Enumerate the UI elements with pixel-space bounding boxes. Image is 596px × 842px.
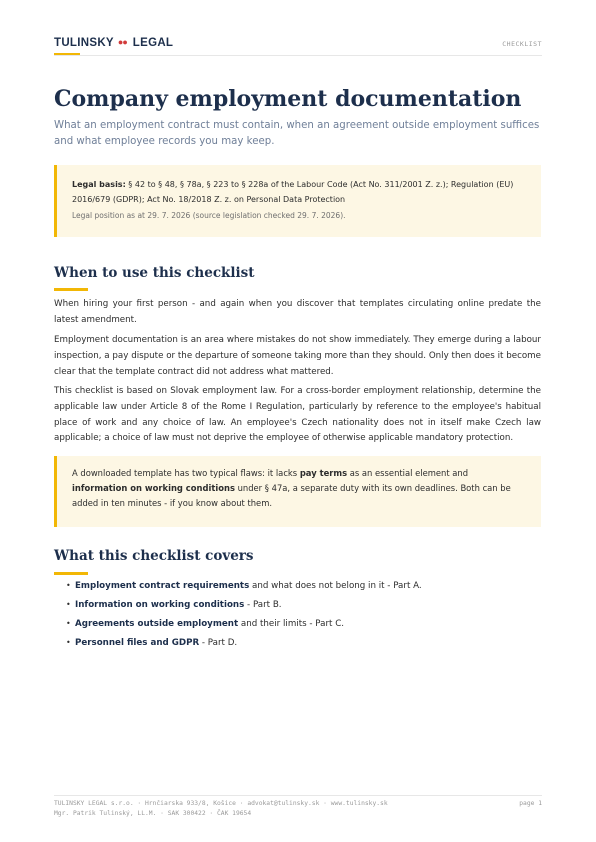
list-item-rest: and their limits - Part C. xyxy=(238,619,345,629)
legal-basis-text xyxy=(72,178,527,207)
document-type-label: CHECKLIST xyxy=(502,40,542,48)
footer-lawyer-line: Mgr. Patrik Tulinský, LL.M. · SAK 300422 · ČAK 19654 xyxy=(54,810,252,817)
list-item-rest: - Part B. xyxy=(244,600,282,610)
section-heading-underline xyxy=(54,572,88,575)
page-number: page 1 xyxy=(519,800,542,807)
brand-underline xyxy=(54,53,80,55)
list-item-title: Personnel files and GDPR xyxy=(75,638,200,648)
brand-logo xyxy=(54,37,173,49)
template-flaws-callout xyxy=(54,456,541,527)
section-heading-what-covers: What this checklist covers xyxy=(54,548,254,564)
section-heading-when-to-use: When to use this checklist xyxy=(54,265,255,281)
callout-emphasis-pay-terms: pay terms xyxy=(299,468,348,478)
bullet-icon: • xyxy=(66,638,71,647)
callout-text-part: as an essential element and xyxy=(347,468,469,478)
callout-emphasis-working-conditions: information on working conditions xyxy=(72,483,235,493)
page-subtitle: What an employment contract must contain, when an agreement outside employment suffices and what employee records you may keep. xyxy=(54,120,540,147)
list-item-title: Agreements outside employment xyxy=(75,619,239,629)
paragraph-mistakes: Employment documentation is an area where mistakes do not show immediately. They emerge during a labour inspection, a pay dispute or the departure of someone taking more than they should. Only then does it become clear that the template contract did not address what mattered. xyxy=(54,335,541,377)
callout-text xyxy=(72,466,521,511)
legal-basis-box xyxy=(54,165,541,237)
brand-name-right: LEGAL xyxy=(132,37,174,49)
section-heading-underline xyxy=(54,288,88,291)
paragraph-applicable-law: This checklist is based on Slovak employment law. For a cross-border employment relationship, determine the applicable law under Article 8 of the Rome I Regulation, particularly by reference to the employee's habitual place of work and any choice of law. An employee's Czech nationality does not in itself make Czech law applicable; a choice of law must not deprive the employee of otherwise applicable mandatory protection. xyxy=(54,386,541,444)
bullet-icon: • xyxy=(66,619,71,628)
list-item xyxy=(54,618,534,637)
brand-dots-icon: ●● xyxy=(117,37,127,47)
brand-name-left: TULINSKY xyxy=(54,37,114,49)
page-title: Company employment documentation xyxy=(54,86,522,112)
list-item xyxy=(54,580,534,599)
list-item-title: Employment contract requirements xyxy=(75,581,250,591)
callout-text-part: under § 47a, a separate duty with its own deadlines. Both can be added in ten minutes - if you know about them. xyxy=(72,483,511,508)
bullet-icon: • xyxy=(66,600,71,609)
list-item xyxy=(54,637,534,656)
page-header xyxy=(54,37,542,56)
legal-basis-label: Legal basis: xyxy=(72,180,126,189)
footer-company-line: TULINSKY LEGAL s.r.o. · Hrnčiarska 933/8, Košice · advokat@tulinsky.sk · www.tulinsky.sk xyxy=(54,800,388,807)
callout-text-part: A downloaded template has two typical flaws: it lacks xyxy=(72,468,300,478)
paragraph-hiring: When hiring your first person - and again when you discover that templates circulating online predate the latest amendment. xyxy=(54,299,541,325)
list-item-rest: - Part D. xyxy=(199,638,238,648)
bullet-icon: • xyxy=(66,581,71,590)
coverage-list xyxy=(54,580,534,656)
page-footer xyxy=(54,795,542,819)
list-item xyxy=(54,599,534,618)
list-item-title: Information on working conditions xyxy=(75,600,245,610)
legal-position-date: Legal position as at 29. 7. 2026 (source legislation checked 29. 7. 2026). xyxy=(72,211,346,220)
list-item-rest: and what does not belong in it - Part A. xyxy=(249,581,422,591)
legal-basis-body: § 42 to § 48, § 78a, § 223 to § 228a of the Labour Code (Act No. 311/2001 Z. z.); Regulation (EU) 2016/679 (GDPR); Act No. 18/2018 Z. z. on Personal Data Protection xyxy=(72,180,514,204)
